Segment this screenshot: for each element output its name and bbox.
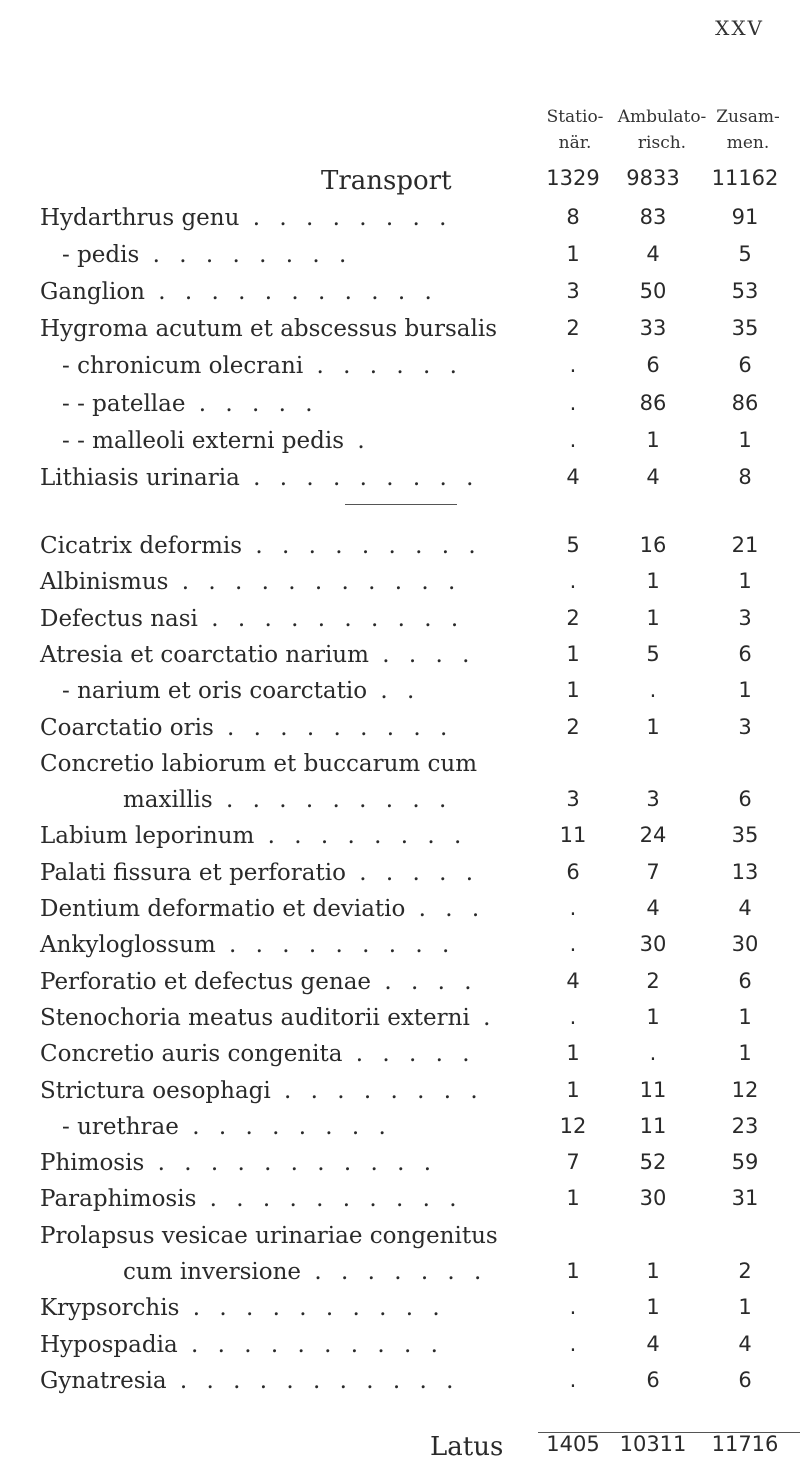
row-label [40,465,479,491]
row-leader-dots: . . . . . [345,859,480,886]
table-row [0,1186,800,1223]
row-leader-dots: . . . . . . . . . . . [145,279,438,306]
table-row [0,787,800,824]
row-leader-dots: . [469,1004,497,1031]
value-zusammen: 35 [731,823,759,848]
row-label-text: - - patellae [62,390,186,417]
value-ambulatorisch: 1 [646,569,660,594]
row-label [40,1368,459,1394]
value-ambulatorisch: 3 [646,787,660,812]
column-header-line: när. [558,133,592,153]
value-zusammen: 35 [731,316,759,341]
transport-row [0,166,800,203]
total-value-zusammen: 11716 [711,1432,779,1456]
value-ambulatorisch: 4 [646,896,660,920]
table-row [0,932,800,969]
value-ambulatorisch: 30 [639,1186,667,1211]
row-label-text: - - malleoli externi pedis [62,427,345,454]
value-zusammen: 6 [738,787,752,812]
value-stationar: 1 [566,1259,580,1283]
row-label [62,1114,392,1140]
value-stationar: 2 [566,605,580,630]
row-leader-dots: . . . . . . . . . . [179,1295,446,1322]
row-leader-dots: . . [367,678,421,705]
table-row [0,1114,800,1151]
value-ambulatorisch: 83 [639,205,667,229]
table-row [0,1295,800,1332]
row-leader-dots: . . . [405,896,486,922]
value-ambulatorisch: 1 [646,1295,660,1320]
row-label-text: Prolapsus vesicae urinariae congenitus [40,1222,498,1249]
value-zusammen: 6 [738,641,752,666]
value-zusammen: 1 [738,1041,752,1066]
table-row [0,606,800,643]
row-label [62,428,371,454]
value-zusammen: 6 [738,1367,752,1392]
row-label-text: Krypsorchis [40,1295,180,1322]
row-leader-dots: . . . . . . . . [178,1113,392,1140]
value-stationar: 12 [559,1113,587,1138]
value-stationar: 1 [566,242,580,267]
row-label [62,678,420,704]
row-leader-dots: . . . . . . . . . [212,787,453,814]
value-stationar: 4 [566,968,580,993]
row-leader-dots: . . . . . . . . [254,823,468,850]
table-row [0,678,800,715]
transport-value-stationar: 1329 [546,166,600,190]
value-zusammen: 3 [738,714,752,739]
row-label-text: - chronicum olecrani [62,353,304,380]
value-zusammen: 1 [738,569,752,594]
value-zusammen: 3 [738,605,752,630]
row-leader-dots: . . . . . . . . . . . [166,1367,460,1394]
row-label-text: Palati fissura et perforatio [40,859,346,886]
value-zusammen: 31 [731,1186,759,1211]
row-leader-dots: . . . . . . . . [239,205,453,231]
value-stationar: . [569,390,577,415]
table-row [0,642,800,679]
row-label [40,533,482,559]
value-stationar: . [569,932,577,957]
value-stationar: 11 [559,823,587,848]
row-leader-dots: . . . . . . . . [139,242,353,269]
table-row [0,428,800,465]
row-label-text: Coarctatio oris [40,714,214,741]
table-row [0,1041,800,1078]
row-leader-dots: . . . . . . . . . [239,464,480,491]
value-ambulatorisch: 1 [646,605,660,630]
row-leader-dots: . . . . . . . [301,1259,488,1285]
transport-value-zusammen: 11162 [711,166,779,190]
column-header-zusammen [700,104,796,156]
value-stationar: 2 [566,316,580,341]
value-ambulatorisch: 30 [639,932,667,957]
value-ambulatorisch: 50 [639,279,667,304]
value-zusammen: 4 [738,1331,752,1356]
column-header-line: Statio- [546,107,604,127]
table-row [0,896,800,933]
value-stationar: 1 [566,641,580,666]
value-ambulatorisch: 5 [646,641,660,666]
row-label-text: Hygroma acutum et abscessus bursalis [40,316,498,343]
value-ambulatorisch: 4 [646,242,660,267]
row-label [40,1295,446,1321]
row-leader-dots: . . . . . . . . . . [196,1186,463,1213]
total-row [0,1432,800,1469]
value-ambulatorisch: . [649,1041,657,1066]
table-row [0,465,800,502]
table-row [0,1368,800,1405]
value-stationar: . [569,569,577,594]
row-label [40,642,475,668]
value-ambulatorisch: 16 [639,533,667,557]
column-header-line: men. [726,133,770,153]
table-row [0,715,800,752]
row-label-text: - pedis [62,242,140,269]
value-stationar: 2 [566,714,580,739]
value-stationar: 1 [566,1077,580,1102]
row-label [123,787,452,813]
row-label-text: - narium et oris coarctatio [62,678,368,705]
value-zusammen: 13 [731,859,759,884]
row-label [123,1259,487,1285]
row-leader-dots: . . . . [368,641,476,668]
row-label [40,1005,496,1031]
table-row [0,279,800,316]
row-label-text: Labium leporinum [40,823,255,850]
row-leader-dots: . . . . . . [303,353,463,380]
row-label [40,896,485,922]
table-row [0,1259,800,1296]
row-leader-dots: . . . . [371,968,478,995]
value-ambulatorisch: 1 [646,714,660,739]
value-zusammen: 2 [738,1259,752,1283]
value-zusammen: 23 [731,1113,759,1138]
value-ambulatorisch: 1 [646,427,660,452]
value-stationar: 1 [566,1041,580,1066]
table-row [0,751,800,788]
row-label-text: cum inversione [123,1259,302,1285]
page-number: XXV [715,16,764,40]
value-stationar: . [569,896,577,920]
row-label-text: Atresia et coarctatio narium [40,641,369,668]
row-label [40,969,478,995]
column-header-line: Zusam- [716,107,780,127]
row-label [40,1186,463,1212]
row-leader-dots: . . . . . [185,390,319,417]
value-zusammen: 1 [738,1295,752,1320]
value-stationar: 5 [566,533,580,557]
value-ambulatorisch: 4 [646,1331,660,1356]
row-label [40,823,467,849]
row-label [62,391,319,417]
value-ambulatorisch: 2 [646,968,660,993]
table-row [0,353,800,390]
row-label [40,1150,437,1176]
value-ambulatorisch: 7 [646,859,660,884]
value-stationar: . [569,427,577,452]
row-leader-dots: . . . . . . . . . . . [144,1150,438,1177]
table-row [0,205,800,242]
value-zusammen: 8 [738,464,752,489]
value-stationar: 3 [566,787,580,812]
value-zusammen: 12 [731,1077,759,1102]
value-ambulatorisch: 1 [646,1259,660,1283]
row-label-text: Concretio auris congenita [40,1041,343,1068]
total-value-ambulatorisch: 10311 [619,1432,687,1456]
row-label-text: Stenochoria meatus auditorii externi [40,1004,470,1031]
transport-value-ambulatorisch: 9833 [626,166,680,190]
value-zusammen: 4 [738,896,752,920]
value-stationar: 8 [566,205,580,229]
table-row [0,1150,800,1187]
table-row [0,533,800,570]
row-label-text: Albinismus [40,569,169,596]
value-stationar: 3 [566,279,580,304]
value-ambulatorisch: 24 [639,823,667,848]
row-label [40,1041,476,1067]
table-row [0,860,800,897]
value-zusammen: 91 [731,205,759,229]
row-leader-dots: . . . . . [342,1041,476,1068]
total-value-stationar: 1405 [546,1432,600,1456]
value-ambulatorisch: 6 [646,1367,660,1392]
row-label-text: Ganglion [40,279,145,306]
row-leader-dots: . . . . . . . . . [213,714,454,741]
row-label-text: Lithiasis urinaria [40,464,240,491]
value-ambulatorisch: 4 [646,464,660,489]
row-label-text: Perforatio et defectus genae [40,968,372,995]
table-row [0,823,800,860]
column-header-stationar [538,104,612,156]
table-row [0,316,800,353]
value-stationar: . [569,1331,577,1356]
row-label [40,860,479,886]
value-zusammen: 6 [738,353,752,378]
row-label [40,205,452,231]
row-label [40,569,461,595]
row-label [40,715,453,741]
table-row [0,569,800,606]
table-row [0,1078,800,1115]
total-label: Latus [430,1432,504,1462]
value-zusammen: 53 [731,279,759,304]
row-leader-dots: . . . . . . . . . . . [168,569,462,596]
row-label [62,242,352,268]
row-label-text: Concretio labiorum et buccarum cum [40,750,478,777]
value-stationar: 7 [566,1150,580,1175]
row-leader-dots: . [344,427,371,454]
row-leader-dots: . . . . . . . . . [215,932,456,959]
value-ambulatorisch: 1 [646,1004,660,1029]
value-zusammen: 6 [738,968,752,993]
row-label-text: Paraphimosis [40,1186,197,1213]
row-label-text: Cicatrix deformis [40,533,243,559]
table-row [0,242,800,279]
value-ambulatorisch: 33 [639,316,667,341]
row-leader-dots: . . . . . . . . [270,1077,484,1104]
value-zusammen: 30 [731,932,759,957]
row-label-text: Gynatresia [40,1367,167,1394]
row-label [40,1223,498,1249]
row-label-text: Defectus nasi [40,605,198,632]
value-ambulatorisch: 52 [639,1150,667,1175]
value-stationar: . [569,1295,577,1320]
column-header-line: risch. [637,133,687,153]
value-ambulatorisch: 11 [639,1077,667,1102]
row-leader-dots: . . . . . . . . . [242,533,482,559]
column-header-line: Ambulato- [617,107,707,127]
value-ambulatorisch: 86 [639,390,667,415]
row-label-text: Dentium deformatio et deviatio [40,896,406,922]
row-label-text: Ankyloglossum [40,932,216,959]
row-leader-dots: . . . . . . . . . . [197,605,465,632]
row-label-text: Strictura oesophagi [40,1077,271,1104]
value-zusammen: 1 [738,427,752,452]
table-row [0,1223,800,1260]
table-row [0,391,800,428]
value-stationar: . [569,353,577,378]
row-label-text: Hydarthrus genu [40,205,240,231]
value-zusammen: 21 [731,533,759,557]
row-label [40,279,438,305]
table-row [0,1332,800,1369]
row-label [40,751,477,777]
table-row [0,1005,800,1042]
section-divider [345,504,457,505]
column-header-ambulatorisch [612,104,712,156]
row-label [40,1332,444,1358]
value-stationar: 6 [566,859,580,884]
value-ambulatorisch: 11 [639,1113,667,1138]
value-stationar: 1 [566,678,580,703]
row-leader-dots: . . . . . . . . . . [177,1331,444,1358]
row-label [40,932,455,958]
value-stationar: . [569,1004,577,1029]
value-zusammen: 1 [738,678,752,703]
transport-label: Transport [321,166,452,196]
row-label [40,606,464,632]
row-label [40,316,497,342]
value-zusammen: 1 [738,1004,752,1029]
row-label-text: Phimosis [40,1150,145,1177]
row-label [62,353,463,379]
row-label-text: maxillis [123,787,213,814]
value-zusammen: 86 [731,390,759,415]
table-row [0,969,800,1006]
value-zusammen: 5 [738,242,752,267]
row-label-text: Hypospadia [40,1331,178,1358]
row-label-text: - urethrae [62,1113,179,1140]
row-label [40,1078,484,1104]
value-zusammen: 59 [731,1150,759,1175]
value-stationar: 4 [566,464,580,489]
value-stationar: . [569,1367,577,1392]
value-ambulatorisch: . [649,678,657,703]
value-ambulatorisch: 6 [646,353,660,378]
value-stationar: 1 [566,1186,580,1211]
